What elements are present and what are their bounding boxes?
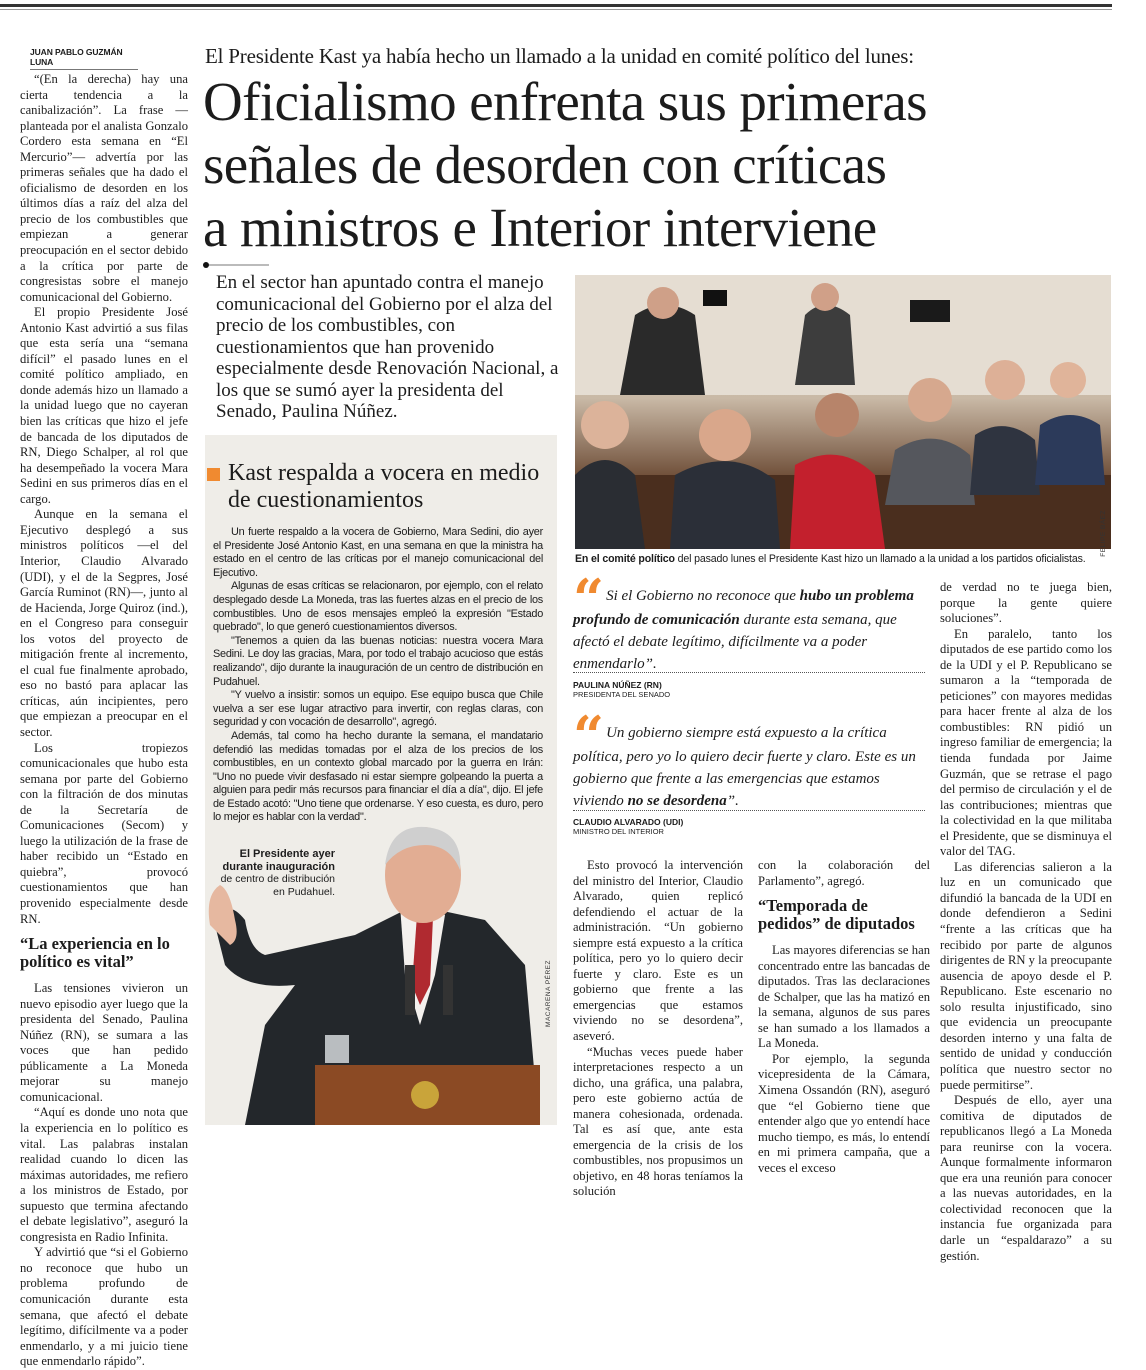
quote-emphasis: no se desordena: [627, 793, 727, 809]
left-column-paragraphs-b: [20, 981, 188, 1370]
paragraph: El propio Presidente José Antonio Kast advirtió a sus filas que esta sería una “semana difícil” el pasado lunes en el comité político ampliado, en donde además hizo un llamado a la unidad luego que no cayeran bien las críticas que hizo el jefe de bancada de los diputados de RN, Diego Schalper, al rol que ha desempeñado la vocera Mara Sedini en sus primeros días en el cargo.: [20, 305, 188, 506]
paragraph: Y advirtió que “si el Gobierno no reconoce que hubo un problema profundo de comunicación durante esta semana, que afectó el debate legítimo, difícilmente va a poder enmendarlo, y a mi juicio tiene que enmendarlo rápido”.: [20, 1245, 188, 1369]
president-photo-caption: [210, 848, 335, 898]
paragraph: Por ejemplo, la segunda vicepresidenta de la Cámara, Ximena Ossandón (RN), aseguró que “el Gobierno tiene que entender algo que yo entendí hace mucho tiempo, es más, lo entendí en mi primera campaña, que a veces el exceso: [758, 1051, 930, 1175]
middle-column-2: [758, 858, 930, 1176]
column-lead: de verdad no te juega bien, porque la gente quiere soluciones”.: [940, 580, 1112, 626]
paragraph: “Muchas veces puede haber interpretaciones respecto a un dicho, una gráfica, una palabra, pero este gobierno actúa de manera cohesionada, ordenada. Tal es así que, ante esta emergencia de la crisis de los combustibles, nos propusimos un objetivo, en 48 horas teníamos la solución: [573, 1044, 743, 1199]
main-photo-caption: [575, 553, 1115, 565]
paragraph: Las tensiones vivieron un nuevo episodio ayer luego que la presidenta del Senado, Paulina Núñez (RN), se sumara a las voces que han pedido públicamente a La Moneda mejorar su manejo comunicacional.: [20, 981, 188, 1104]
quote-segment: Si el Gobierno no reconoce que: [606, 588, 800, 604]
paragraph: Los tropiezos comunicacionales que hubo esta semana por parte del Gobierno con la filtración de dos minutas de la Secretaría de Comunicaciones (Secom) y luego la utilización de la frase de haber recibido un “Estado en quiebra”, provocó cuestionamientos que han provenido especialmente desde RN.: [20, 740, 188, 926]
paragraph: Además, tal como ha hecho durante la semana, el mandatario defendió las medidas tomadas por el alza de los precios de los combustibles, en un contexto global marcado por la guerra en Irán: "Uno no puede vivir desfasado ni estar siempre golpeando la puerta a alguien para pedir más recursos para financiar el día a día", dijo. El jefe de Estado acotó: "Uno tiene que ordenarse. Y eso cuesta, es duro, pero lo mejor es hablar con la verdad".: [213, 729, 543, 824]
quote-attribution-2: [573, 817, 683, 836]
paragraph: “(En la derecha) hay una cierta tendencia a la canibalización”. La frase —planteada por el analista Gonzalo Cordero esta semana en “El Mercurio”— advertía por las primeras señales que ha dado el oficialismo de desorden en los últimos días a raíz del alza del precio de los combustibles que empiezan a generar preocupación en el sector debido a la crítica por parte de congresistas sobre el manejo comunicacional del Gobierno.: [20, 72, 188, 304]
kicker: El Presidente Kast ya había hecho un llamado a la unidad en comité político del lunes:: [205, 44, 914, 68]
caption-text: del pasado lunes el Presidente Kast hizo un llamado a la unidad a los partidos oficialistas.: [674, 553, 1086, 565]
quote-role: PRESIDENTA DEL SENADO: [573, 690, 671, 699]
paragraph: Esto provocó la intervención del ministro del Interior, Claudio Alvarado, quien replicó defendiendo el actuar de la administración. “Un gobierno siempre está expuesto a la crítica política, pero yo lo quiero decir fuerte y claro. Este es un gobierno que frente a las emergencias que estamos viviendo no se desordena”, aseveró.: [573, 858, 743, 1044]
quote-segment: Un gobierno siempre está expuesto a la crítica política, pero yo lo quiero decir fuerte y claro. Este es un gobierno que frente a las emergencias que estamos viviendo: [573, 725, 916, 809]
pull-quote-text: [573, 725, 916, 809]
top-rule-thin: [0, 9, 1112, 10]
glass-icon: [325, 1035, 349, 1063]
right-column-paragraphs: [940, 627, 1112, 1264]
deck-divider: [209, 264, 269, 266]
paragraph: Algunas de esas críticas se relacionaron, por ejemplo, con el relato desplegado desde La Moneda, tras las fuertes alzas en el precio de los combustibles. Uno de esos mensajes empleó la expresión "Estado quebrado", lo que generó cuestionamientos diversos.: [213, 580, 543, 634]
main-photo-credit: FELIPE BÁEZ: [1100, 510, 1107, 557]
byline: JUAN PABLO GUZMÁN LUNA: [30, 47, 138, 70]
paragraph: Un fuerte respaldo a la vocera de Gobierno, Mara Sedini, dio ayer el Presidente José Antonio Kast, en una semana en que la ministra ha estado en el centro de las críticas por el manejo comunicacional del Ejecutivo.: [213, 526, 543, 579]
quote-segment: ”.: [726, 793, 739, 809]
paragraph: "Tenemos a quien da las buenas noticias: nuestra vocera Mara Sedini. Le doy las gracias, Mara, por todo el trabajo acucioso que estás realizando", dijo durante la inauguración de un centro de distribución en Pudahuel.: [213, 634, 543, 688]
photo-caption-text: de centro de distribución en Pudahuel.: [220, 873, 335, 898]
caption-bold: En el comité político: [575, 553, 675, 565]
quote-mark-icon: “: [573, 704, 599, 768]
left-column-paragraphs: [20, 72, 188, 927]
middle-column-1: [573, 858, 743, 1200]
headline-line: señales de desorden con críticas: [203, 134, 887, 195]
paragraph: Las diferencias salieron a la luz en un comunicado que difundió la bancada de la UDI en donde defendieron a Sedini “frente a las críticas que ha recibido por parte de algunos dirigentes de RN y la preocupante ausencia de apoyo desde el P. Republicano. Este escenario no solo resulta injustificado, sino que evidencia un preocupante desorden interno y una falta de sentido de unidad y conducción política que nuestro sector no puede permitirse”.: [940, 859, 1112, 1092]
pull-quote-1: [573, 567, 925, 675]
column-lead: con la colaboración del Parlamento”, agregó.: [758, 858, 930, 888]
quote-divider: [573, 810, 925, 811]
middle-column-subhead: “Temporada de pedidos” de diputados: [758, 896, 915, 934]
paragraph: En paralelo, tanto los diputados de ese partido como los de la UDI y el P. Republicano se sumaron a la “temporada de peticiones” con mayores medidas para hacer frente al alza de los combustibles: RN pidió un ingreso familiar de emergencia; la tienda fundada por Jaime Guzmán, que se retrase el pago del permiso de circulación y el de las contribuciones; mientras que la colectividad en la que militaba el Presidente, que se disminuya el valor del TAG.: [940, 626, 1112, 859]
deck: En el sector han apuntado contra el manejo comunicacional del Gobierno por el alza del precio de los combustibles, con cuestionamientos que han provenido especialmente desde Renovación Nacional, a los que se sumó ayer la presidenta del Senado, Paulina Núñez.: [216, 272, 559, 422]
microphone-right-icon: [443, 965, 453, 1015]
quote-mark-icon: “: [573, 567, 599, 631]
left-column: [20, 72, 188, 1370]
coat-of-arms-icon: [411, 1081, 439, 1109]
sidebar-box-title: Kast respalda a vocera en medio de cuestionamientos: [228, 460, 540, 513]
headline: [203, 70, 927, 259]
headline-line: Oficialismo enfrenta sus primeras: [203, 71, 927, 132]
pull-quote-2: [573, 704, 925, 812]
paragraph: Las mayores diferencias se han concentrado entre las bancadas de diputados. Tras las declaraciones de Schalper, que las ha matizó en la semana, algunos de sus pares se han sumado a los llamados a La Moneda.: [758, 943, 930, 1051]
paragraph: Después de ello, ayer una comitiva de diputados de republicanos llegó a La Moneda para reunirse con la vocera. Aunque formalmente informaron que era una reunión para conocer a las nuevas autoridades, en la colectividad reconocen que la instancia fue organizada para darle un “espaldarazo” a su gestión.: [940, 1093, 1112, 1263]
quote-attribution-1: [573, 680, 670, 699]
quote-name: PAULINA NÚÑEZ (RN): [573, 680, 662, 690]
quote-divider: [573, 672, 925, 673]
quote-emphasis: hubo un problema profundo de comunicación: [573, 588, 914, 628]
paragraph: Aunque en la semana el Ejecutivo desplegó a sus ministros políticos —el del Interior, Claudio Alvarado (UDI), y el de la Segpres, José García Ruminot (RN)—, junto al de Hacienda, Jorge Quiroz (ind.), en el Congreso para conseguir los votos del proyecto de mitigación frente al incremento, el cual fue finalmente aprobado, eso no bastó para aplacar las críticas, aún incipientes, pero que empiezan a preocupar en el sector.: [20, 507, 188, 739]
right-column: [940, 580, 1112, 1264]
quote-role: MINISTRO DEL INTERIOR: [573, 827, 664, 836]
microphone-left-icon: [405, 965, 415, 1015]
top-rule: [0, 4, 1112, 7]
meeting-scene: [575, 275, 1111, 549]
sidebar-box-text: [213, 526, 543, 825]
paragraph: "Y vuelvo a insistir: somos un equipo. Ese equipo busca que Chile vuelva a ser ese lugar atractivo para invertir, con reglas claras, con seguridad y con vocación de desarrollo", agregó.: [213, 689, 543, 729]
quote-name: CLAUDIO ALVARADO (UDI): [573, 817, 684, 827]
paragraph: “Aquí es donde uno nota que la experiencia en lo político es vital. Las palabras instalan realidad cuando lo dicen las máximas autoridades, me refiero a los ministros de Estado, por supuesto que termina afectando el debate legislativo”, aseguró la congresista en Radio Infinita.: [20, 1105, 188, 1244]
pull-quote-text: [573, 588, 914, 672]
president-photo-credit: MACARENA PÉREZ: [545, 960, 552, 1027]
middle-column-2-paragraphs: [758, 943, 930, 1176]
photo-caption-bold: El Presidente ayer durante inauguración: [222, 848, 335, 873]
main-photo: [575, 275, 1111, 549]
quote-segment: durante esta semana, que afectó el debate legítimo, difícilmente va a poder enmendarlo”.: [573, 612, 897, 672]
headline-line: a ministros e Interior interviene: [203, 197, 877, 258]
orange-square-icon: [207, 468, 220, 481]
left-column-subhead: “La experiencia en lo político es vital”: [20, 934, 170, 972]
